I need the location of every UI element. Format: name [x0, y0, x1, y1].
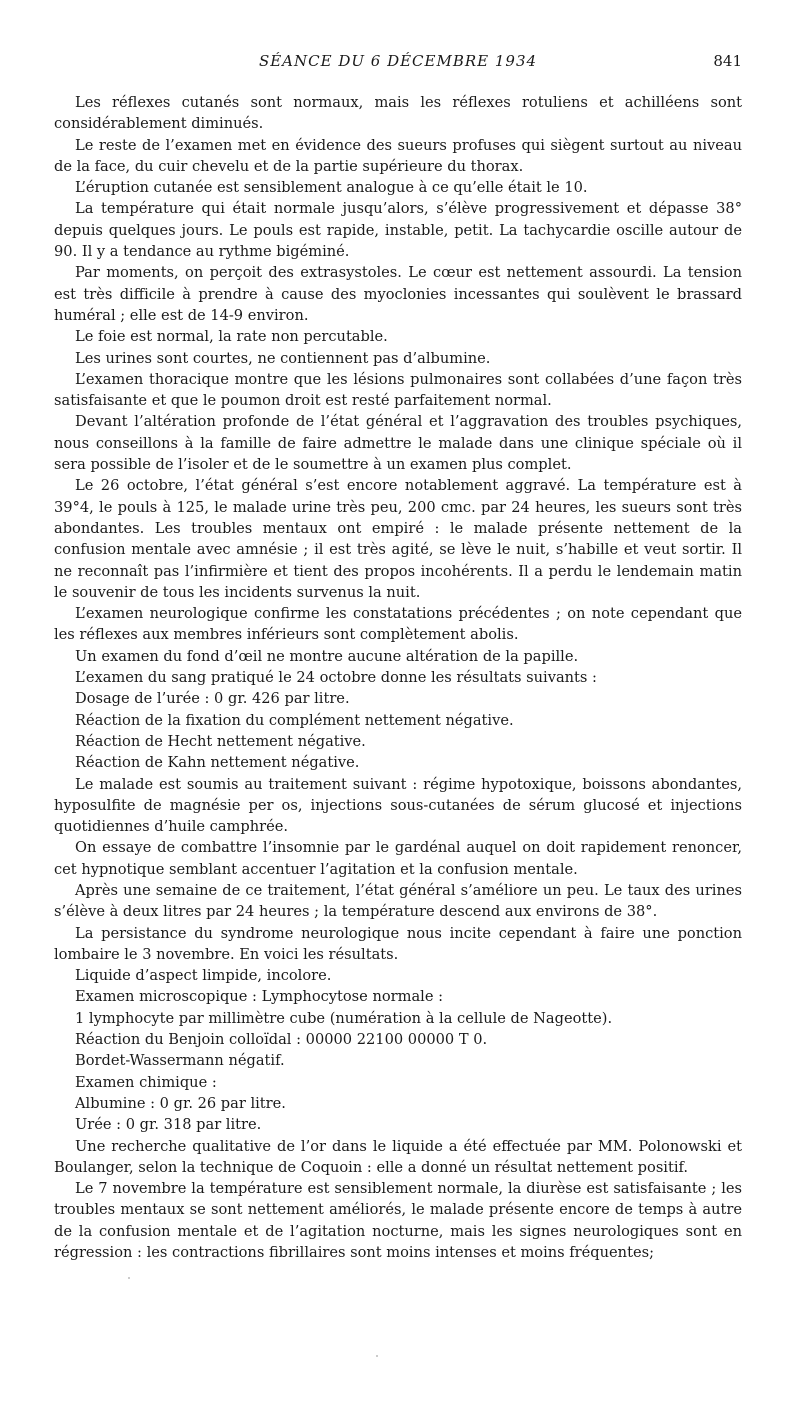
page-number: 841	[713, 52, 742, 70]
paragraph: Un examen du fond d’œil ne montre aucune altération de la papille.	[75, 647, 579, 665]
paragraph: Urée : 0 gr. 318 par litre.	[75, 1116, 262, 1134]
paragraph: Le reste de l’examen met en évidence des sueurs profuses qui siègent surtout au niveau de la face, du cuir chevelu et de la partie supérieure du thorax.	[54, 136, 742, 175]
paragraph: Réaction du Benjoin colloïdal : 00000 22100 00000 T 0.	[75, 1031, 488, 1049]
paragraph: 1 lymphocyte par millimètre cube (numération à la cellule de Nageotte).	[75, 1009, 613, 1027]
body-text	[54, 92, 742, 1263]
paragraph: Liquide d’aspect limpide, incolore.	[75, 967, 332, 985]
paragraph: L’examen du sang pratiqué le 24 octobre donne les résultats suivants :	[75, 669, 597, 687]
paragraph: Albumine : 0 gr. 26 par litre.	[75, 1094, 286, 1112]
paragraph: Examen chimique :	[75, 1073, 217, 1091]
paragraph: La persistance du syndrome neurologique nous incite cependant à faire une ponction lombaire le 3 novembre. En voici les résultats.	[54, 924, 742, 963]
paragraph: Le 26 octobre, l’état général s’est encore notablement aggravé. La température est à 39°4, le pouls à 125, le malade urine très peu, 200 cmc. par 24 heures, les sueurs sont très abondantes. Les troubles mentaux ont empiré : le malade présente nettement de la confusion mentale avec amnésie ; il est très agité, se lève le nuit, s’habille et veut sortir. Il ne reconnaît pas l’infirmière et tient des propos incohérents. Il a perdu le lendemain matin le souvenir de tous les incidents survenus la nuit.	[54, 477, 742, 601]
paragraph: L’examen thoracique montre que les lésions pulmonaires sont collabées d’une façon très satisfaisante et que le poumon droit est resté parfaitement normal.	[54, 370, 742, 410]
paragraph: L’éruption cutanée est sensiblement analogue à ce qu’elle était le 10.	[75, 179, 588, 197]
paragraph: Les urines sont courtes, ne contiennent pas d’albumine.	[75, 349, 491, 367]
paragraph: Réaction de la fixation du complément nettement négative.	[75, 711, 514, 729]
paragraph: Le 7 novembre la température est sensiblement normale, la diurèse est satisfaisante ; les troubles mentaux se sont nettement améliorés, le malade présente encore de temps à autre de la confusion mentale et de l’agitation nocturne, mais les signes neurologiques sont en régression : les contractions fibrillaires sont moins intenses et moins fréquentes;	[54, 1180, 742, 1262]
paragraph: Le malade est soumis au traitement suivant : régime hypotoxique, boissons abondantes, hyposulfite de magnésie per os, injections sous-cutanées de sérum glucosé et injections quotidiennes d’huile camphrée.	[54, 775, 742, 836]
paragraph: Examen microscopique : Lymphocytose normale :	[75, 988, 444, 1006]
page-header	[54, 52, 742, 76]
paragraph: La température qui était normale jusqu’alors, s’élève progressivement et dépasse 38° depuis quelques jours. Le pouls est rapide, instable, petit. La tachycardie oscille autour de 90. Il y a tendance au rythme bigéminé.	[54, 200, 742, 261]
running-head: SÉANCE DU 6 DÉCEMBRE 1934	[258, 52, 538, 70]
print-speck	[376, 1355, 378, 1357]
print-speck	[128, 1277, 130, 1279]
paragraph: Dosage de l’urée : 0 gr. 426 par litre.	[75, 690, 350, 708]
paragraph: Par moments, on perçoit des extrasystoles. Le cœur est nettement assourdi. La tension est très difficile à prendre à cause des myoclonies incessantes qui soulèvent le brassard huméral ; elle est de 14-9 environ.	[54, 264, 742, 324]
paragraph: Les réflexes cutanés sont normaux, mais les réflexes rotuliens et achilléens sont considérablement diminués.	[54, 94, 742, 133]
paragraph: Le foie est normal, la rate non percutable.	[75, 328, 388, 346]
paragraph: Réaction de Hecht nettement négative.	[75, 732, 366, 750]
paragraph: Après une semaine de ce traitement, l’état général s’améliore un peu. Le taux des urines s’élève à deux litres par 24 heures ; la température descend aux environs de 38°.	[54, 881, 742, 921]
paragraph: Une recherche qualitative de l’or dans le liquide a été effectuée par MM. Polonowski et Boulanger, selon la technique de Coquoin : elle a donné un résultat nettement positif.	[54, 1137, 742, 1176]
paragraph: On essaye de combattre l’insomnie par le gardénal auquel on doit rapidement renoncer, cet hypnotique semblant accentuer l’agitation et la confusion mentale.	[54, 839, 742, 878]
paragraph: Réaction de Kahn nettement négative.	[75, 754, 360, 772]
paragraph: Devant l’altération profonde de l’état général et l’aggravation des troubles psychiques, nous conseillons à la famille de faire admettre le malade dans une clinique spéciale où il sera possible de l’isoler et de le soumettre à un examen plus complet.	[54, 413, 742, 474]
paragraph: L’examen neurologique confirme les constatations précédentes ; on note cependant que les réflexes aux membres inférieurs sont complètement abolis.	[54, 605, 742, 644]
paragraph: Bordet-Wassermann négatif.	[75, 1052, 285, 1070]
